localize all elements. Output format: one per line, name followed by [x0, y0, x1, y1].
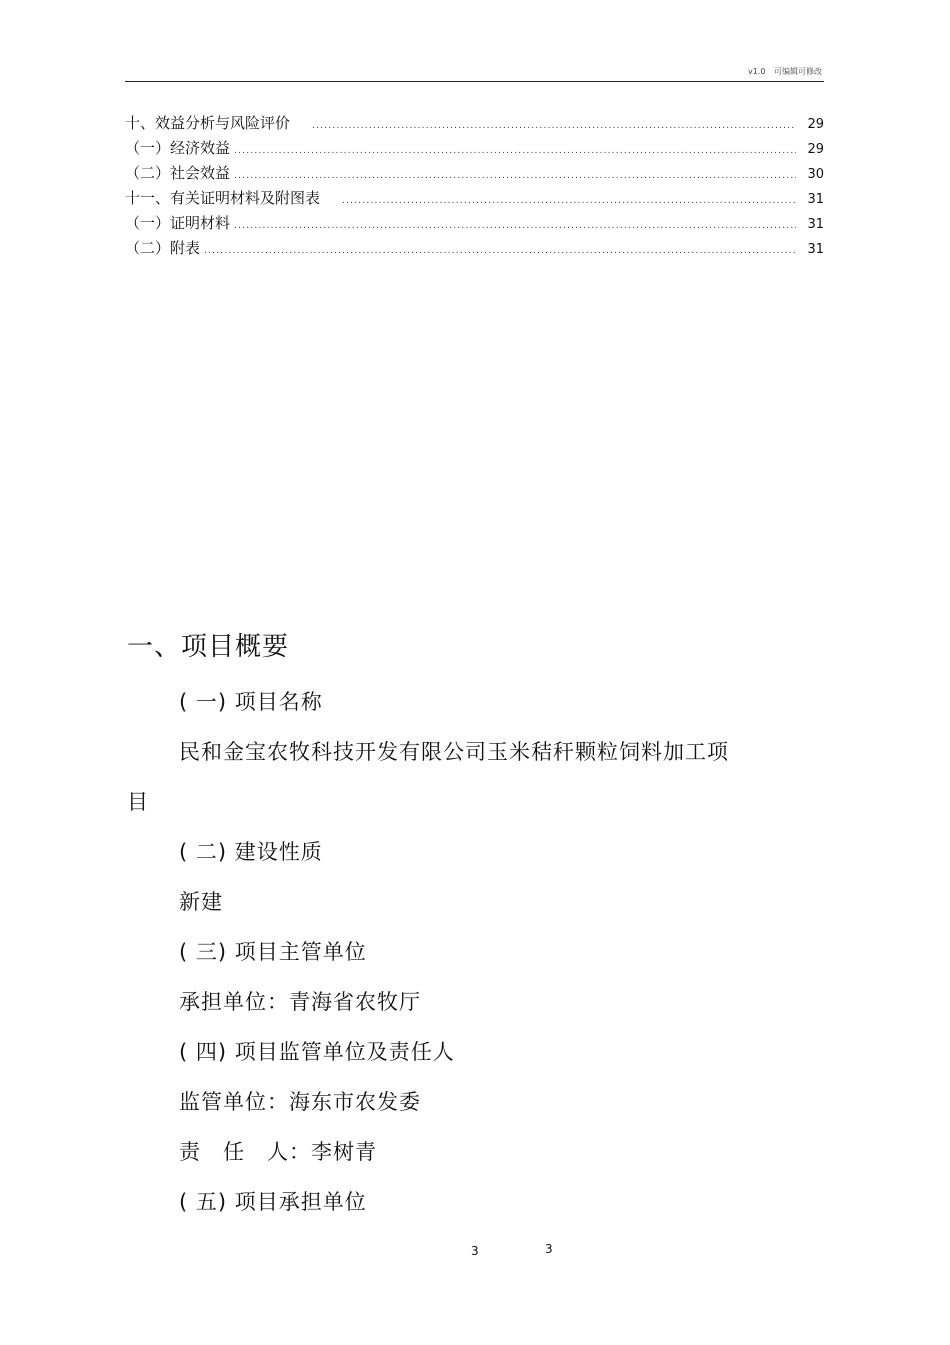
construction-nature-text: 新建 [179, 890, 223, 914]
toc-entry-page: 29 [807, 117, 824, 132]
toc-entry[interactable] [125, 112, 824, 137]
editable-note: 可编辑可修改 [774, 67, 822, 76]
toc-entry[interactable] [125, 237, 824, 262]
toc-entry-title: （一）证明材料 [125, 214, 231, 232]
supervision-unit-text: 监管单位：海东市农发委 [179, 1090, 421, 1114]
toc-leader-dots [234, 221, 796, 231]
page-number: 3 [471, 1244, 479, 1258]
toc-entry-title: （一）经济效益 [125, 139, 231, 157]
subheading-project-name: ( 一) 项目名称 [179, 690, 323, 714]
subheading-supervision: ( 四) 项目监管单位及责任人 [179, 1040, 455, 1064]
toc-entry[interactable] [125, 212, 824, 237]
project-name-text: 民和金宝农牧科技开发有限公司玉米秸秆颗粒饲料加工项 [179, 740, 729, 764]
toc-leader-dots [204, 246, 796, 256]
table-of-contents [125, 112, 824, 262]
competent-unit-text: 承担单位：青海省农牧厅 [179, 990, 421, 1014]
subheading-competent-unit: ( 三) 项目主管单位 [179, 940, 367, 964]
project-name-text-continued: 目 [127, 790, 149, 814]
section-heading: 一、项目概要 [127, 632, 290, 662]
toc-entry-page: 31 [807, 192, 824, 207]
toc-leader-dots [312, 121, 796, 131]
version-label: v1.0 [747, 67, 766, 76]
toc-entry[interactable] [125, 137, 824, 162]
page-header [748, 66, 822, 77]
page-number-secondary: 3 [545, 1242, 553, 1256]
toc-entry[interactable] [125, 162, 824, 187]
toc-entry-page: 31 [807, 242, 824, 257]
toc-leader-dots [342, 196, 796, 206]
toc-entry-page: 29 [807, 142, 824, 157]
toc-entry-page: 31 [807, 217, 824, 232]
toc-entry-title: 十、效益分析与风险评价 [125, 114, 291, 132]
toc-entry-title: 十一、有关证明材料及附图表 [125, 189, 321, 207]
toc-entry-title: （二）社会效益 [125, 164, 231, 182]
toc-entry-page: 30 [807, 167, 824, 182]
toc-leader-dots [234, 146, 796, 156]
subheading-undertaking-unit: ( 五) 项目承担单位 [179, 1190, 367, 1214]
subheading-construction-nature: ( 二) 建设性质 [179, 840, 323, 864]
toc-leader-dots [234, 171, 796, 181]
header-divider [125, 81, 824, 82]
toc-entry[interactable] [125, 187, 824, 212]
responsible-person-text: 责 任 人：李树青 [179, 1140, 377, 1164]
toc-entry-title: （二）附表 [125, 239, 201, 257]
